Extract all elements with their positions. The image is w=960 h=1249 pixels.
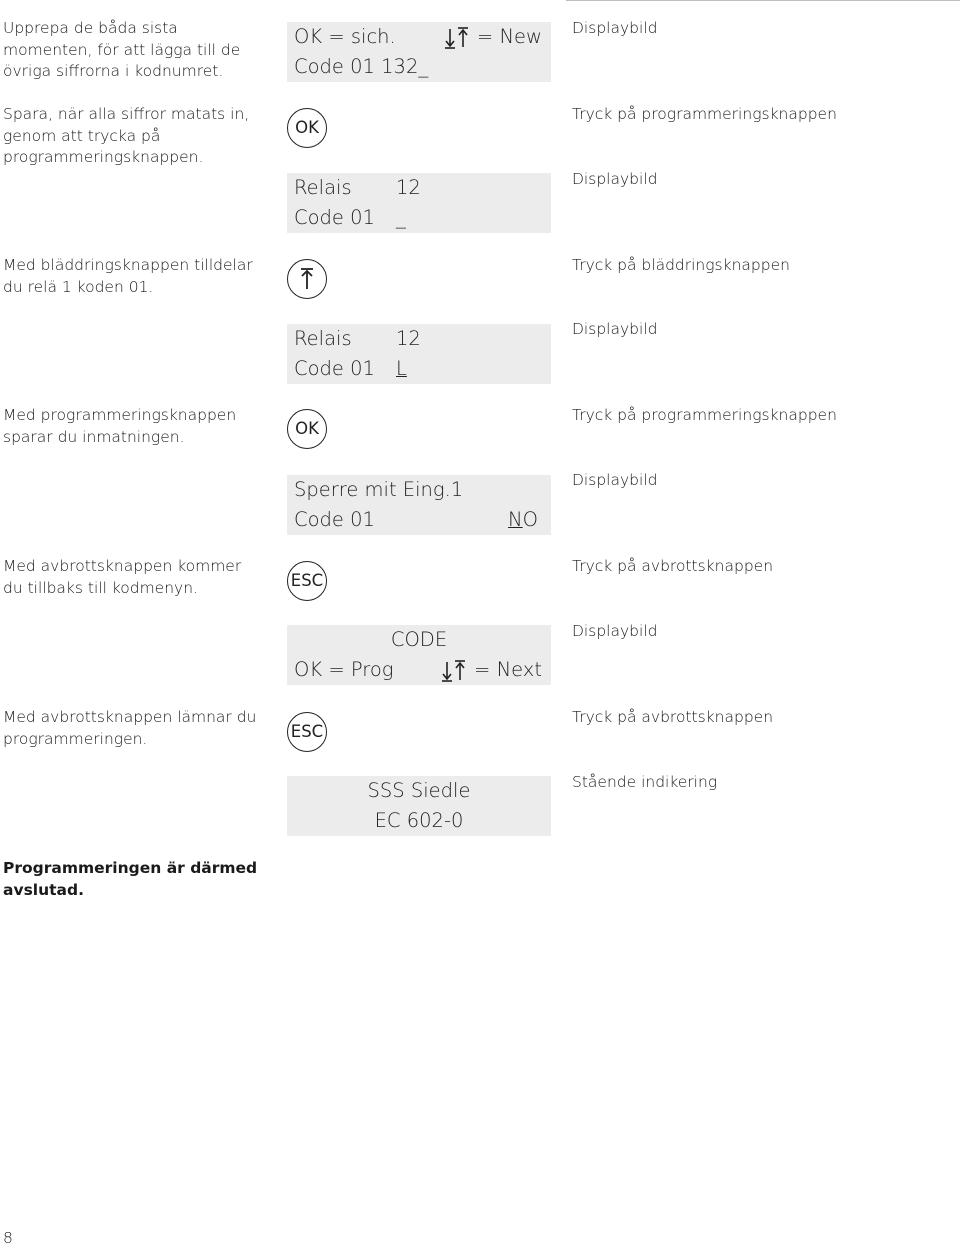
scroll-arrows-icon bbox=[441, 27, 471, 49]
display-caption: Displaybild bbox=[572, 471, 658, 489]
display-caption: Displaybild bbox=[572, 320, 658, 338]
lcd-line-2: EC 602-0 bbox=[374, 809, 464, 832]
lcd-line-1: OK = sich. bbox=[294, 25, 396, 48]
esc-key: ESC bbox=[287, 561, 327, 601]
key-caption: Tryck på programmeringsknappen bbox=[572, 105, 837, 123]
lcd-line-1: Sperre mit Eing.1 bbox=[294, 478, 464, 501]
lcd-line-1-label: Relais bbox=[294, 176, 352, 199]
display-caption: Displaybild bbox=[572, 19, 658, 37]
lcd-display-standby bbox=[287, 776, 551, 836]
ok-key: OK bbox=[287, 409, 327, 449]
lcd-relais-value: 12 bbox=[396, 176, 421, 199]
lcd-line-2-label: Code 01 bbox=[294, 508, 375, 531]
lcd-display-new-code bbox=[287, 22, 551, 82]
ok-key: OK bbox=[287, 108, 327, 148]
display-caption: Stående indikering bbox=[572, 773, 718, 791]
display-caption: Displaybild bbox=[572, 622, 658, 640]
display-caption: Displaybild bbox=[572, 170, 658, 188]
lcd-relais-value: 12 bbox=[396, 327, 421, 350]
instruction-save: Spara, när alla siffror matats in, genom att trycka på programmeringsknappen. bbox=[3, 105, 250, 166]
instruction-store: Med programmeringsknappen sparar du inmatningen. bbox=[3, 406, 237, 446]
instruction-repeat: Upprepa de båda sista momenten, för att lägga till de övriga siffrorna i kodnumret. bbox=[3, 19, 241, 80]
lcd-line-1: SSS Siedle bbox=[367, 779, 471, 802]
scroll-arrows-icon bbox=[438, 660, 468, 682]
lcd-code-value: _ bbox=[396, 206, 406, 229]
lcd-line-1-label: Relais bbox=[294, 327, 352, 350]
lcd-display-code-menu bbox=[287, 625, 551, 685]
lcd-line-1: CODE bbox=[390, 628, 448, 651]
key-caption: Tryck på avbrottsknappen bbox=[572, 557, 774, 575]
lcd-no-cursor: N bbox=[508, 508, 523, 531]
page-number: 8 bbox=[3, 1229, 13, 1247]
key-caption: Tryck på programmeringsknappen bbox=[572, 406, 837, 424]
instruction-exit: Med avbrottsknappen lämnar du programmeringen. bbox=[3, 708, 257, 748]
lcd-new-label: = New bbox=[476, 25, 542, 48]
lcd-line-2: Code 01 132_ bbox=[294, 55, 429, 78]
key-caption: Tryck på bläddringsknappen bbox=[572, 256, 790, 274]
esc-key: ESC bbox=[287, 712, 327, 752]
scroll-key bbox=[287, 259, 327, 299]
lcd-next-label: = Next bbox=[474, 658, 542, 681]
header-rule bbox=[566, 0, 960, 1]
instruction-back: Med avbrottsknappen kommer du tillbaks till kodmenyn. bbox=[3, 557, 242, 597]
lcd-display-relais-assigned bbox=[287, 324, 551, 384]
scroll-up-arrow-icon bbox=[296, 267, 318, 291]
conclusion-text: Programmeringen är därmed avslutad. bbox=[3, 859, 258, 899]
lcd-prog-label: OK = Prog bbox=[294, 658, 394, 681]
lcd-display-sperre bbox=[287, 475, 551, 535]
key-caption: Tryck på avbrottsknappen bbox=[572, 708, 774, 726]
lcd-code-value: L bbox=[396, 357, 407, 380]
instruction-assign: Med bläddringsknappen tilldelar du relä 1 koden 01. bbox=[3, 256, 253, 296]
lcd-line-2-label: Code 01 bbox=[294, 357, 375, 380]
lcd-display-relais-empty bbox=[287, 173, 551, 233]
lcd-line-2-label: Code 01 bbox=[294, 206, 375, 229]
lcd-no-rest: O bbox=[522, 508, 538, 531]
